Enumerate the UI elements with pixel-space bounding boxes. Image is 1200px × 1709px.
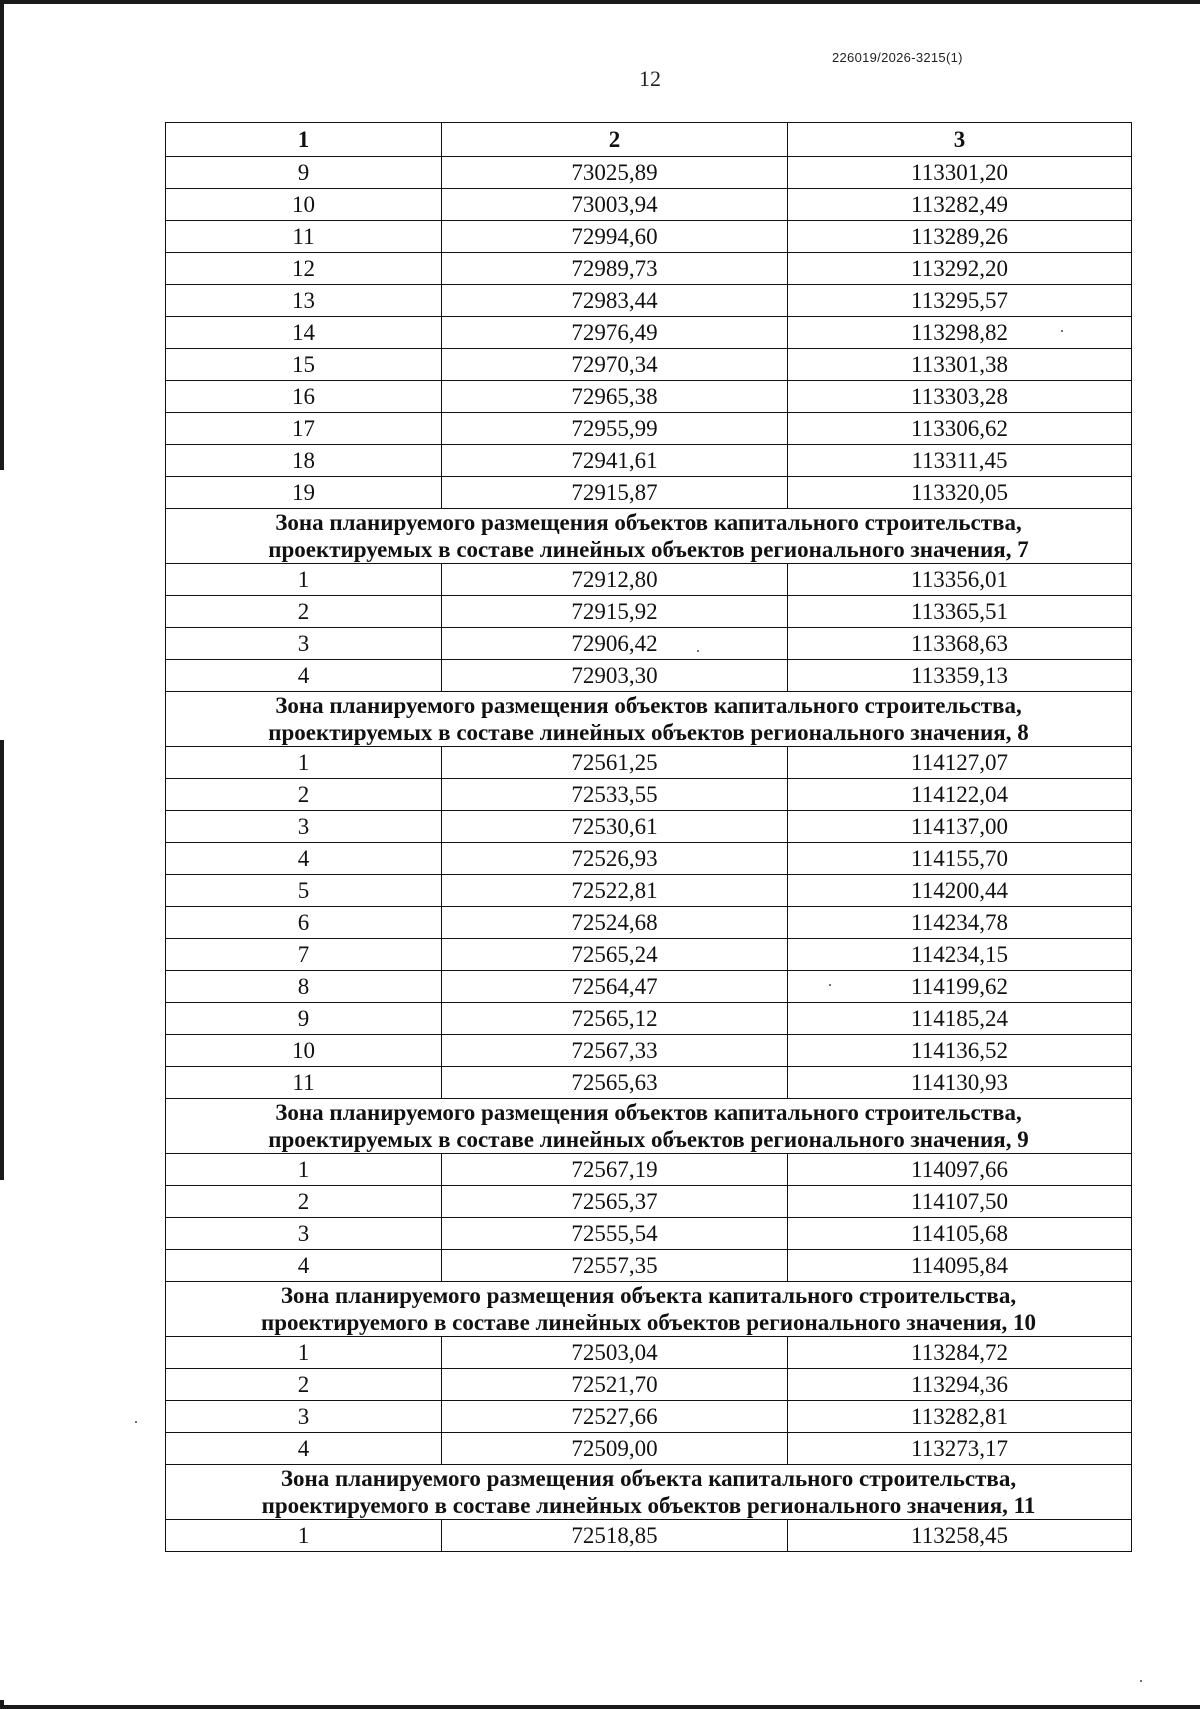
x-coordinate-cell: 72518,85 xyxy=(442,1520,788,1552)
x-coordinate-cell: 72903,30 xyxy=(442,660,788,692)
scan-speck xyxy=(829,984,831,986)
y-coordinate-cell: 114199,62 xyxy=(788,971,1132,1003)
column-header-2: 2 xyxy=(442,123,788,157)
y-coordinate-cell: 113295,57 xyxy=(788,285,1132,317)
point-number-cell: 18 xyxy=(166,445,442,477)
x-coordinate-cell: 72564,47 xyxy=(442,971,788,1003)
table-row xyxy=(166,221,1132,253)
x-coordinate-cell: 72941,61 xyxy=(442,445,788,477)
scan-speck xyxy=(1061,330,1063,332)
table-row xyxy=(166,1520,1132,1552)
table-row xyxy=(166,317,1132,349)
point-number-cell: 11 xyxy=(166,1067,442,1099)
x-coordinate-cell: 72567,19 xyxy=(442,1154,788,1186)
x-coordinate-cell: 72557,35 xyxy=(442,1250,788,1282)
point-number-cell: 1 xyxy=(166,564,442,596)
y-coordinate-cell: 113282,81 xyxy=(788,1401,1132,1433)
point-number-cell: 3 xyxy=(166,1401,442,1433)
table-row xyxy=(166,157,1132,189)
scan-speck xyxy=(1140,1680,1142,1682)
x-coordinate-cell: 72526,93 xyxy=(442,843,788,875)
table-row xyxy=(166,564,1132,596)
y-coordinate-cell: 114127,07 xyxy=(788,747,1132,779)
table-row xyxy=(166,477,1132,509)
y-coordinate-cell: 113273,17 xyxy=(788,1433,1132,1465)
point-number-cell: 9 xyxy=(166,1003,442,1035)
point-number-cell: 17 xyxy=(166,413,442,445)
x-coordinate-cell: 72565,63 xyxy=(442,1067,788,1099)
point-number-cell: 2 xyxy=(166,1369,442,1401)
zone-heading-row xyxy=(166,509,1132,564)
point-number-cell: 13 xyxy=(166,285,442,317)
page-number: 12 xyxy=(639,66,661,91)
table-row xyxy=(166,413,1132,445)
point-number-cell: 3 xyxy=(166,1218,442,1250)
y-coordinate-cell: 113303,28 xyxy=(788,381,1132,413)
table-row xyxy=(166,1369,1132,1401)
point-number-cell: 15 xyxy=(166,349,442,381)
zone-heading xyxy=(166,1465,1132,1520)
x-coordinate-cell: 72983,44 xyxy=(442,285,788,317)
y-coordinate-cell: 114097,66 xyxy=(788,1154,1132,1186)
table-row xyxy=(166,189,1132,221)
point-number-cell: 16 xyxy=(166,381,442,413)
zone-heading xyxy=(166,692,1132,747)
x-coordinate-cell: 72567,33 xyxy=(442,1035,788,1067)
point-number-cell: 9 xyxy=(166,157,442,189)
scan-speck xyxy=(697,650,699,652)
x-coordinate-cell: 72509,00 xyxy=(442,1433,788,1465)
table-row xyxy=(166,747,1132,779)
y-coordinate-cell: 114122,04 xyxy=(788,779,1132,811)
point-number-cell: 14 xyxy=(166,317,442,349)
zone-heading-line: Зона планируемого размещения объектов капитального строительства, xyxy=(275,1100,1022,1125)
x-coordinate-cell: 72524,68 xyxy=(442,907,788,939)
x-coordinate-cell: 73003,94 xyxy=(442,189,788,221)
table-row xyxy=(166,445,1132,477)
x-coordinate-cell: 73025,89 xyxy=(442,157,788,189)
table-row xyxy=(166,1250,1132,1282)
table-row xyxy=(166,253,1132,285)
y-coordinate-cell: 114107,50 xyxy=(788,1186,1132,1218)
table-row xyxy=(166,1186,1132,1218)
zone-heading-line: проектируемого в составе линейных объектов регионального значения, 11 xyxy=(261,1493,1036,1518)
point-number-cell: 1 xyxy=(166,1520,442,1552)
y-coordinate-cell: 113284,72 xyxy=(788,1337,1132,1369)
scan-edge-gap xyxy=(0,470,4,740)
y-coordinate-cell: 114200,44 xyxy=(788,875,1132,907)
point-number-cell: 12 xyxy=(166,253,442,285)
point-number-cell: 6 xyxy=(166,907,442,939)
table-row xyxy=(166,628,1132,660)
table-row xyxy=(166,779,1132,811)
zone-heading-line: проектируемых в составе линейных объектов регионального значения, 8 xyxy=(268,720,1029,745)
y-coordinate-cell: 113356,01 xyxy=(788,564,1132,596)
x-coordinate-cell: 72915,92 xyxy=(442,596,788,628)
table-row xyxy=(166,285,1132,317)
x-coordinate-cell: 72555,54 xyxy=(442,1218,788,1250)
y-coordinate-cell: 114095,84 xyxy=(788,1250,1132,1282)
point-number-cell: 4 xyxy=(166,660,442,692)
zone-heading xyxy=(166,1099,1132,1154)
point-number-cell: 1 xyxy=(166,1337,442,1369)
y-coordinate-cell: 114155,70 xyxy=(788,843,1132,875)
x-coordinate-cell: 72565,24 xyxy=(442,939,788,971)
table-row xyxy=(166,1003,1132,1035)
scan-edge-top xyxy=(0,0,1200,4)
x-coordinate-cell: 72503,04 xyxy=(442,1337,788,1369)
table-row xyxy=(166,907,1132,939)
table-row xyxy=(166,596,1132,628)
table-row xyxy=(166,349,1132,381)
y-coordinate-cell: 114234,78 xyxy=(788,907,1132,939)
x-coordinate-cell: 72965,38 xyxy=(442,381,788,413)
table-row xyxy=(166,1154,1132,1186)
zone-heading-line: Зона планируемого размещения объектов капитального строительства, xyxy=(275,510,1022,535)
x-coordinate-cell: 72912,80 xyxy=(442,564,788,596)
y-coordinate-cell: 113301,20 xyxy=(788,157,1132,189)
y-coordinate-cell: 113359,13 xyxy=(788,660,1132,692)
table-row xyxy=(166,1401,1132,1433)
y-coordinate-cell: 114234,15 xyxy=(788,939,1132,971)
table-row xyxy=(166,660,1132,692)
y-coordinate-cell: 113368,63 xyxy=(788,628,1132,660)
zone-heading-line: Зона планируемого размещения объектов капитального строительства, xyxy=(275,693,1022,718)
point-number-cell: 4 xyxy=(166,1433,442,1465)
y-coordinate-cell: 113258,45 xyxy=(788,1520,1132,1552)
x-coordinate-cell: 72521,70 xyxy=(442,1369,788,1401)
scan-edge-gap xyxy=(0,1180,4,1700)
point-number-cell: 4 xyxy=(166,1250,442,1282)
point-number-cell: 3 xyxy=(166,628,442,660)
point-number-cell: 5 xyxy=(166,875,442,907)
x-coordinate-cell: 72527,66 xyxy=(442,1401,788,1433)
table-row xyxy=(166,939,1132,971)
table-body xyxy=(166,157,1132,1552)
point-number-cell: 2 xyxy=(166,1186,442,1218)
x-coordinate-cell: 72565,37 xyxy=(442,1186,788,1218)
x-coordinate-cell: 72915,87 xyxy=(442,477,788,509)
column-header-3: 3 xyxy=(788,123,1132,157)
x-coordinate-cell: 72994,60 xyxy=(442,221,788,253)
y-coordinate-cell: 114105,68 xyxy=(788,1218,1132,1250)
column-header-1: 1 xyxy=(166,123,442,157)
point-number-cell: 2 xyxy=(166,779,442,811)
point-number-cell: 1 xyxy=(166,1154,442,1186)
table-row xyxy=(166,971,1132,1003)
document-id: 226019/2026-3215(1) xyxy=(832,50,963,65)
point-number-cell: 4 xyxy=(166,843,442,875)
x-coordinate-cell: 72976,49 xyxy=(442,317,788,349)
zone-heading-line: проектируемого в составе линейных объектов регионального значения, 10 xyxy=(260,1310,1037,1335)
y-coordinate-cell: 113320,05 xyxy=(788,477,1132,509)
table-row xyxy=(166,1337,1132,1369)
zone-heading xyxy=(166,509,1132,564)
zone-heading xyxy=(166,1282,1132,1337)
point-number-cell: 2 xyxy=(166,596,442,628)
point-number-cell: 1 xyxy=(166,747,442,779)
zone-heading-row xyxy=(166,692,1132,747)
y-coordinate-cell: 113306,62 xyxy=(788,413,1132,445)
zone-heading-row xyxy=(166,1099,1132,1154)
zone-heading-line: Зона планируемого размещения объекта капитального строительства, xyxy=(280,1466,1017,1491)
x-coordinate-cell: 72522,81 xyxy=(442,875,788,907)
table-row xyxy=(166,811,1132,843)
x-coordinate-cell: 72989,73 xyxy=(442,253,788,285)
x-coordinate-cell: 72906,42 xyxy=(442,628,788,660)
y-coordinate-cell: 113292,20 xyxy=(788,253,1132,285)
coordinates-table xyxy=(165,122,1132,1552)
table-row xyxy=(166,1218,1132,1250)
x-coordinate-cell: 72955,99 xyxy=(442,413,788,445)
y-coordinate-cell: 113298,82 xyxy=(788,317,1132,349)
table-row xyxy=(166,843,1132,875)
x-coordinate-cell: 72970,34 xyxy=(442,349,788,381)
zone-heading-line: Зона планируемого размещения объекта капитального строительства, xyxy=(280,1283,1017,1308)
y-coordinate-cell: 113301,38 xyxy=(788,349,1132,381)
y-coordinate-cell: 113282,49 xyxy=(788,189,1132,221)
table-row xyxy=(166,1067,1132,1099)
point-number-cell: 8 xyxy=(166,971,442,1003)
point-number-cell: 10 xyxy=(166,189,442,221)
y-coordinate-cell: 114137,00 xyxy=(788,811,1132,843)
x-coordinate-cell: 72561,25 xyxy=(442,747,788,779)
table-row xyxy=(166,1433,1132,1465)
y-coordinate-cell: 114185,24 xyxy=(788,1003,1132,1035)
y-coordinate-cell: 113289,26 xyxy=(788,221,1132,253)
x-coordinate-cell: 72530,61 xyxy=(442,811,788,843)
point-number-cell: 11 xyxy=(166,221,442,253)
point-number-cell: 3 xyxy=(166,811,442,843)
table-row xyxy=(166,381,1132,413)
point-number-cell: 10 xyxy=(166,1035,442,1067)
zone-heading-row xyxy=(166,1465,1132,1520)
zone-heading-row xyxy=(166,1282,1132,1337)
point-number-cell: 19 xyxy=(166,477,442,509)
x-coordinate-cell: 72565,12 xyxy=(442,1003,788,1035)
zone-heading-line: проектируемых в составе линейных объектов регионального значения, 9 xyxy=(268,1127,1029,1152)
scan-edge-bottom xyxy=(0,1705,1200,1709)
y-coordinate-cell: 114130,93 xyxy=(788,1067,1132,1099)
point-number-cell: 7 xyxy=(166,939,442,971)
zone-heading-line: проектируемых в составе линейных объектов регионального значения, 7 xyxy=(268,537,1029,562)
table-row xyxy=(166,1035,1132,1067)
table-row xyxy=(166,875,1132,907)
y-coordinate-cell: 113311,45 xyxy=(788,445,1132,477)
y-coordinate-cell: 114136,52 xyxy=(788,1035,1132,1067)
y-coordinate-cell: 113294,36 xyxy=(788,1369,1132,1401)
x-coordinate-cell: 72533,55 xyxy=(442,779,788,811)
scan-speck xyxy=(135,1421,137,1423)
y-coordinate-cell: 113365,51 xyxy=(788,596,1132,628)
table-header-row xyxy=(166,123,1132,157)
